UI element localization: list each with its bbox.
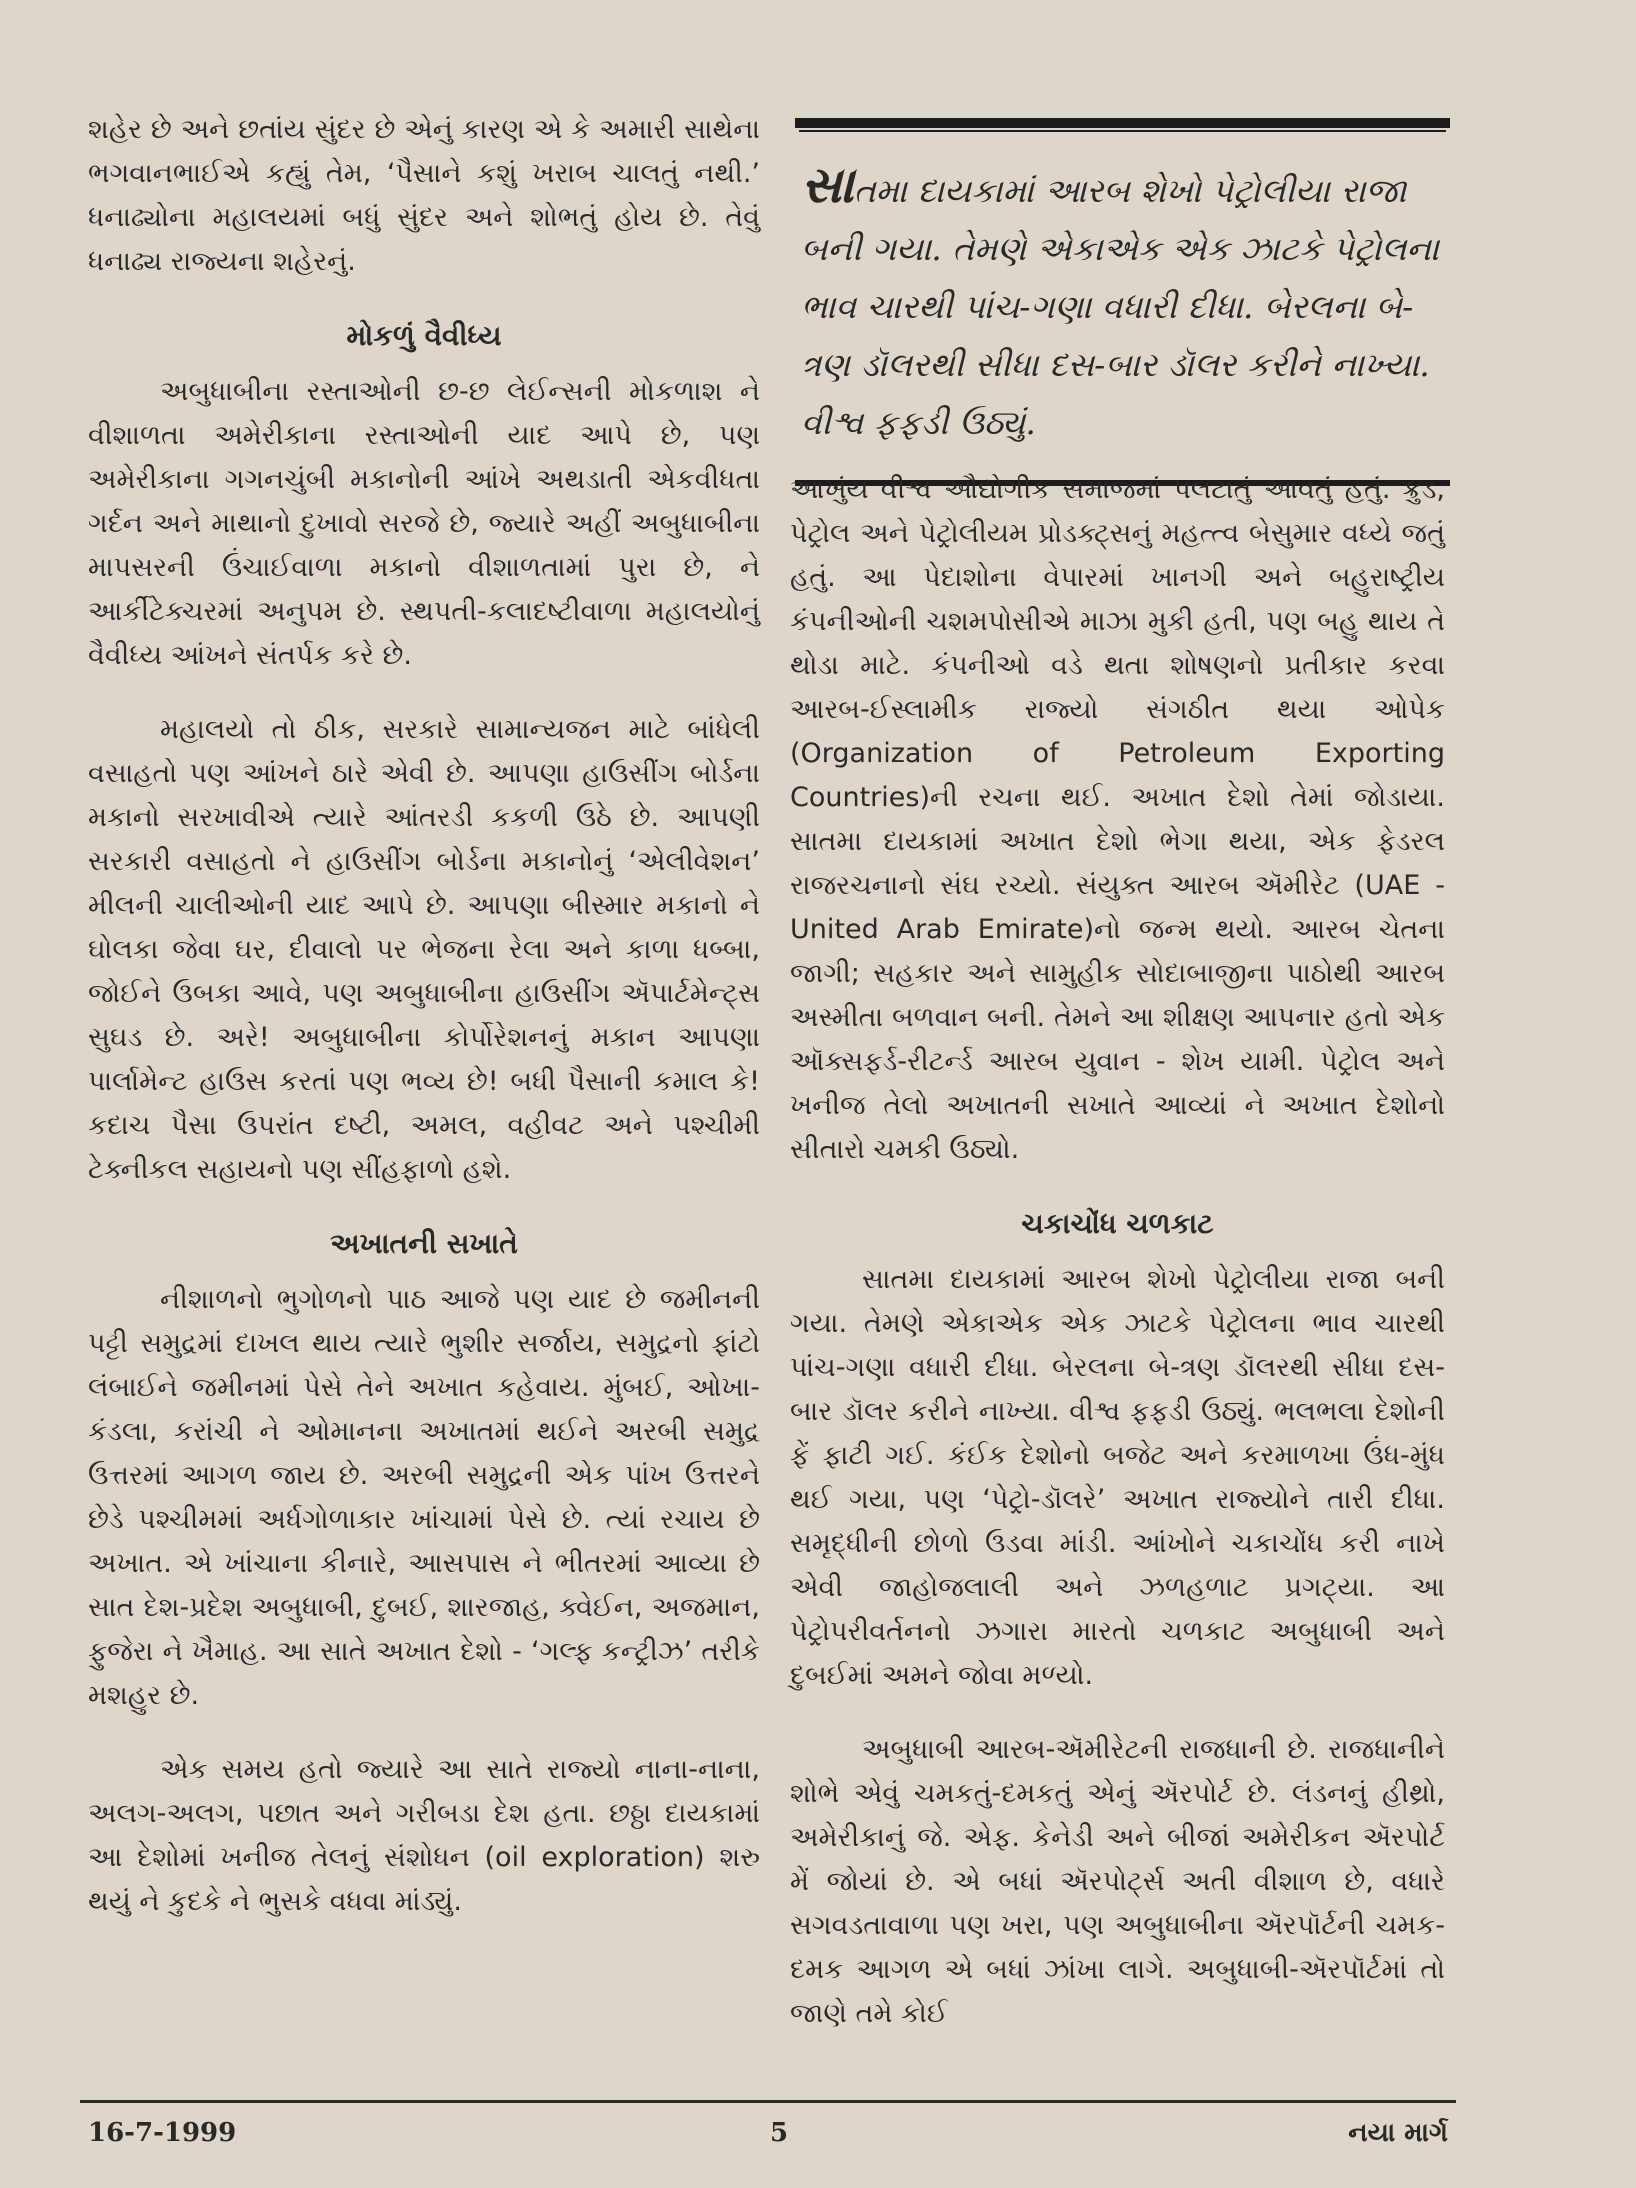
body-paragraph: શહેર છે અને છતાંય સુંદર છે એનું કારણ એ કે અમારી સાથેના ભગવાનભાઈએ કહ્યું તેમ, ‘પૈસાને કશું ખરાબ ચાલતું નથી.’ ધનાઢ્યોના મહાલયમાં બધું સુંદર અને શોભતું હોય છે. તેવું ધનાઢ્ય રાજ્યના શહેરનું. <box>88 114 760 277</box>
section-heading: ચકાચોંધ ચળકાટ <box>1021 1207 1214 1240</box>
right-column <box>790 468 1445 2066</box>
issue-date: 16-7-1999 <box>88 2118 237 2148</box>
pull-quote-text <box>795 156 1450 452</box>
pull-quote-body: તમા દાયકામાં આરબ શેખો પેટ્રોલીયા રાજા બની ગયા. તેમણે એકાએક એક ઝાટકે પેટ્રોલના ભાવ ચારથી પાંચ-ગણા વધારી દીધા. બેરલના બે-ત્રણ ડૉલરથી સીધા દસ-બાર ડૉલર કરીને નાખ્યા. વીશ્વ ફફડી ઉઠ્યું. <box>801 171 1440 442</box>
body-paragraph: સાતમા દાયકામાં આરબ શેખો પેટ્રોલીયા રાજા બની ગયા. તેમણે એકાએક એક ઝાટકે પેટ્રોલના ભાવ ચારથી પાંચ-ગણા વધારી દીધા. બેરલના બે-ત્રણ ડૉલરથી સીધા દસ-બાર ડૉલર કરીને નાખ્યા. વીશ્વ ફફડી ઉઠ્યું. ભલભલા દેશોની ફેં ફાટી ગઈ. કંઈક દેશોનો બજેટ અને કરમાળખા ઉંધ-મુંધ થઈ ગયા, પણ ‘પેટ્રો-ડૉલરે’ અખાત રાજ્યોને તારી દીધા. સમૃદ્ધીની છોળો ઉડવા માંડી. આંખોને ચકાચોંધ કરી નાખે એવી જાહોજલાલી અને ઝળહળાટ પ્રગટ્યા. આ પેટ્રોપરીવર્તનનો ઝગારા મારતો ચળકાટ અબુધાબી અને દુબઈમાં અમને જોવા મળ્યો. <box>790 1264 1445 1691</box>
section-heading: અખાતની સખાતે <box>330 1227 518 1260</box>
body-paragraph: અબુધાબીના રસ્તાઓની છ-છ લેઈન્સની મોકળાશ ને વીશાળતા અમેરીકાના રસ્તાઓની યાદ આપે છે, પણ અમેરીકાના ગગનચુંબી મકાનોની આંખે અથડાતી એકવીધતા ગર્દન અને માથાનો દુખાવો સરજે છે, જ્યારે અહીં અબુધાબીના માપસરની ઉંચાઈવાળા મકાનો વીશાળતામાં પુરા છે, ને આર્કીટેક્ચરમાં અનુપમ છે. સ્થપતી-કલાદષ્ટીવાળા મહાલયોનું વૈવીધ્ય આંખને સંતર્પક કરે છે. <box>88 376 760 671</box>
body-paragraph: નીશાળનો ભુગોળનો પાઠ આજે પણ યાદ છે જમીનની પટ્ટી સમુદ્રમાં દાખલ થાય ત્યારે ભુશીર સર્જાય, સમુદ્રનો ફાંટો લંબાઈને જમીનમાં પેસે તેને અખાત કહેવાય. મુંબઈ, ઓખા-કંડલા, કરાંચી ને ઓમાનના અખાતમાં થઈને અરબી સમુદ્ર ઉત્તરમાં આગળ જાય છે. અરબી સમુદ્રની એક પાંખ ઉત્તરને છેડે પશ્ચીમમાં અર્ધગોળાકાર ખાંચામાં પેસે છે. ત્યાં રચાય છે અખાત. એ ખાંચાના કીનારે, આસપાસ ને ભીતરમાં આવ્યા છે સાત દેશ-પ્રદેશ અબુધાબી, દુબઈ, શારજાહ, ક્વેઈન, અજમાન, ફુજેરા ને ખૈમાહ. આ સાતે અખાત દેશો - ‘ગલ્ફ કન્ટ્રીઝ’ તરીકે મશહુર છે. <box>88 1284 760 1711</box>
pull-quote-dropcap: સા <box>801 155 854 214</box>
body-paragraph: આખુંય વીશ્વ ઔદ્યોગીક સમાજમાં પલટાતું આવતું હતું. ક્રુડ, પેટ્રોલ અને પેટ્રોલીયમ પ્રોડક્ટ્સનું મહત્ત્વ બેસુમાર વધ્યે જતું હતું. આ પેદાશોના વેપારમાં ખાનગી અને બહુરાષ્ટ્રીય કંપનીઓની ચશમપોસીએ માઝા મુકી હતી, પણ બહુ થાય તે થોડા માટે. કંપનીઓ વડે થતા શોષણનો પ્રતીકાર કરવા આરબ-ઈસ્લામીક રાજ્યો સંગઠીત થયા ઓપેક (Organization of Petroleum Exporting Countries)ની રચના થઈ. અખાત દેશો તેમાં જોડાયા. સાતમા દાયકામાં અખાત દેશો ભેગા થયા, એક ફેડરલ રાજરચનાનો સંઘ રચ્યો. સંયુક્ત આરબ ઍમીરેટ (UAE - United Arab Emirate)નો જન્મ થયો. આરબ ચેતના જાગી; સહકાર અને સામુહીક સોદાબાજીના પાઠોથી આરબ અસ્મીતા બળવાન બની. તેમને આ શીક્ષણ આપનાર હતો એક ઑક્સફર્ડ-રીટર્ન્ડ આરબ યુવાન - શેખ યામી. પેટ્રોલ અને ખનીજ તેલો અખાતની સખાતે આવ્યાં ને અખાત દેશોનો સીતારો ચમકી ઉઠ્યો. <box>790 474 1445 1165</box>
left-column <box>88 108 760 1954</box>
body-paragraph: મહાલયો તો ઠીક, સરકારે સામાન્યજન માટે બાંધેલી વસાહતો પણ આંખને ઠારે એવી છે. આપણા હાઉસીંગ બોર્ડના મકાનો સરખાવીએ ત્યારે આંતરડી કકળી ઉઠે છે. આપણી સરકારી વસાહતો ને હાઉસીંગ બોર્ડના મકાનોનું ‘એલીવેશન’ મીલની ચાલીઓની યાદ આપે છે. આપણા બીસ્માર મકાનો ને ઘોલકા જેવા ઘર, દીવાલો પર ભેજના રેલા અને કાળા ધબ્બા, જોઈને ઉબકા આવે, પણ અબુધાબીના હાઉસીંગ ઍપાર્ટમેન્ટ્સ સુઘડ છે. અરે! અબુધાબીના કોર્પોરેશનનું મકાન આપણા પાર્લામેન્ટ હાઉસ કરતાં પણ ભવ્ય છે! બધી પૈસાની કમાલ કે! કદાચ પૈસા ઉપરાંત દષ્ટી, અમલ, વહીવટ અને પશ્ચીમી ટેક્નીકલ સહાયનો પણ સીંહફાળો હશે. <box>88 714 760 1185</box>
page-number: 5 <box>770 2118 789 2148</box>
magazine-name: નયા માર્ગ <box>1348 2118 1448 2148</box>
section-heading: મોકળું વૈવીધ્ય <box>346 319 502 352</box>
body-paragraph: અબુધાબી આરબ-ઍમીરેટની રાજધાની છે. રાજધાનીને શોભે એવું ચમકતું-દમકતું એનું ઍરપોર્ટ છે. લંડનનું હીથ્રો, અમેરીકાનું જે. એફ. કેનેડી અને બીજાં અમેરીકન ઍરપોર્ટ મેં જોયાં છે. એ બધાં ઍરપોર્ટ્સ અતી વીશાળ છે, વધારે સગવડતાવાળા પણ ખરા, પણ અબુધાબીના ઍરપૉર્ટની ચમક-દમક આગળ એ બધાં ઝાંખા લાગે. અબુધાબી-ઍરપૉર્ટમાં તો જાણે તમે કોઈ <box>790 1734 1445 2029</box>
pull-quote <box>795 118 1450 486</box>
body-paragraph: એક સમય હતો જ્યારે આ સાતે રાજ્યો નાના-નાના, અલગ-અલગ, પછાત અને ગરીબડા દેશ હતા. છઠ્ઠા દાયકામાં આ દેશોમાં ખનીજ તેલનું સંશોધન (oil exploration) શરુ થયું ને કુદકે ને ભુસકે વધવા માંડ્યું. <box>88 1754 760 1917</box>
footer-rule <box>80 2100 1456 2103</box>
pull-quote-top-rule <box>795 118 1450 128</box>
